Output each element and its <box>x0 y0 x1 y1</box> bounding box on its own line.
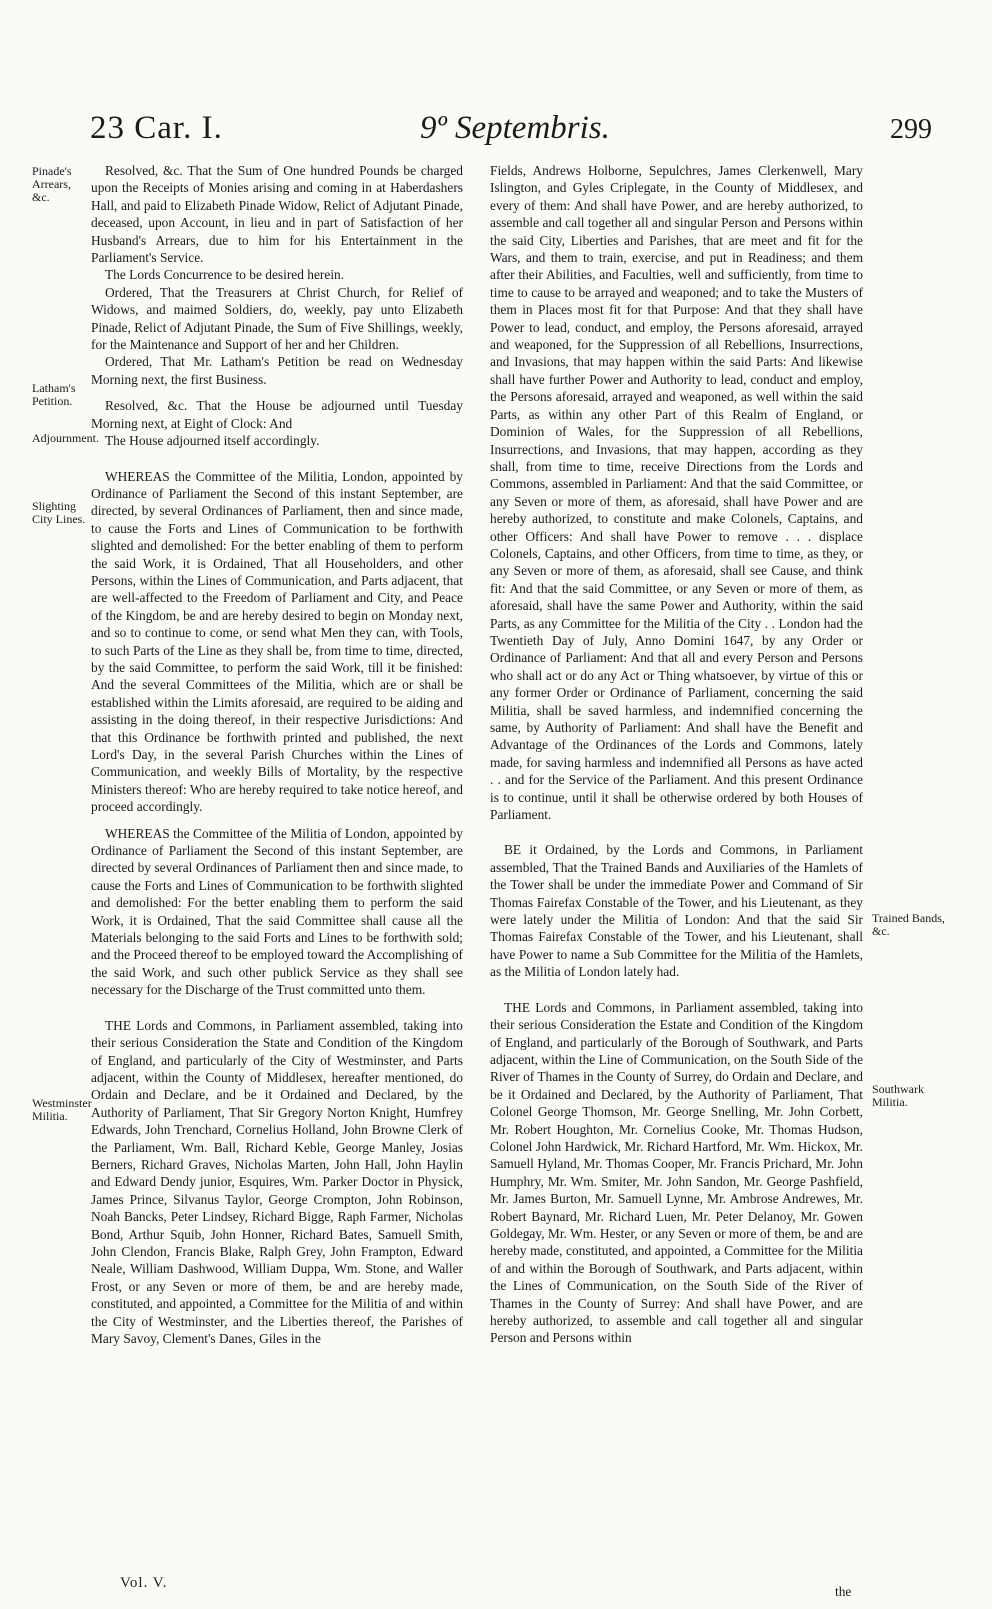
margin-note-adjournment: Adjournment. <box>32 431 99 445</box>
margin-note-pinade: Pinade's Arrears, &c. <box>32 164 72 204</box>
paragraph-tower-hamlets: BE it Ordained, by the Lords and Commons, in Parliament assembled, That the Trained Bands and Auxiliaries of the Hamlets of the Tower shall be under the immediate Power and Command of Sir Thomas Fairefax Constable of the Tower, and his Lieutenant, as they were lately under the Militia of London: And that the said Sir Thomas Fairefax Constable of the Tower, and his Lieutenant, shall have Power to name a Sub Committee for the Militia of the Hamlets, as the Militia of London lately had. <box>490 842 863 980</box>
paragraph-westminster-continued: Fields, Andrews Holborne, Sepulchres, James Clerkenwell, Mary Islington, and Gyles Criplegate, in the County of Middlesex, and every of them: And shall have Power, and are hereby authorized, to assemble and call together all and singular Person and Persons within the said City, Liberties and Parishes, that are meet and fit for the Wars, and them to train, exercise, and put in Readiness; and them after their Abilities, and Faculties, well and sufficiently, from time to time to cause to be arrayed and weaponed; and to take the Musters of them in Places most fit for that Purpose: And that they shall have Power to lead, conduct, and employ, the Persons aforesaid, arrayed and weaponed, for the Suppression of all Rebellions, Insurrections, and Invasions, that may happen within the said Parts: And likewise shall have further Power and Authority to lead, conduct and employ, the Persons aforesaid, arrayed and weaponed, as well within the said Parts, as within any other Part of this Realm of England, or Dominion of Wales, for the Suppression of all Rebellions, Insurrections, and Invasions, that may happen, according as they shall, from time to time, receive Directions from the Lords and Commons, assembled in Parliament: And that the said Committee, or any Seven or more of them, as aforesaid, shall have Power and are hereby authorized, to constitute and make Colonels, Captains, and other Officers: And shall have Power to remove . . . displace Colonels, Captains, and other Officers, from time to time, as they, or any Seven or more of them, as aforesaid, shall see Cause, and think fit: And that the said Committee, or any Seven or more of them, as aforesaid, shall have the same Power and Authority, within the said Parts, as any Committee for the Militia of the City . . London had the Twentieth Day of July, Anno Domini 1647, by any Order or Ordinance of Parliament: And that all and every Person and Persons who shall act or do any Act or Thing whatsoever, by virtue of this or any former Order or Ordinance of Parliament, concerning the said Militia, shall be saved harmless, and indemnified concerning the same, by Authority of Parliament: And shall have the Benefit and Advantage of the Ordinances of the Lords and Commons, lately made, for saving harmless and indemnified all Persons as have acted . . and for the Service of the Parliament. And this present Ordinance is to continue, until it shall be otherwise ordered by both Houses of Parliament. <box>490 163 863 823</box>
right-column <box>490 162 863 1347</box>
margin-note-trained: Trained Bands, &c. <box>872 911 945 938</box>
left-column <box>91 162 463 1347</box>
paragraph-house-adjourned: The House adjourned itself accordingly. <box>105 433 320 449</box>
catchword: the <box>835 1584 852 1599</box>
paragraph-latham-petition: Ordered, That Mr. Latham's Petition be read on Wednesday Morning next, the first Business. <box>91 354 463 387</box>
margin-note-slighting: Slighting City Lines. <box>32 499 86 526</box>
paragraph-slighting-lines: WHEREAS the Committee of the Militia, London, appointed by Ordinance of Parliament the Second of this instant September, are directed, by several Ordinances of Parliament, then and since made, to cause the Forts and Lines of Communication to be forthwith slighted and demolished: For the better enabling of them to perform the said Work, it is Ordained, That all Householders, and other Persons, within the Lines of Communication, and Parts adjacent, that are well-affected to the Freedom of Parliament and City, and Peace of the Kingdom, be and are hereby desired to begin on Monday next, and so to continue to come, or send what Men they can, with Tools, to such Parts of the Line as they shall be, from time to time, directed, by the said Committee, to perform the said Work, till it be finished: And the several Committees of the Militia, which are or shall be established within the Limits aforesaid, are required to be aiding and assisting in the doing thereof, in their respective Jurisdictions: And that this Ordinance be forthwith printed and published, the next Lord's Day, in the several Parish Churches within the Lines of Communication, and weekly Bills of Mortality, by the respective Ministers thereof: Who are hereby required to take notice hereof, and proceed accordingly. <box>91 468 463 815</box>
volume-signature: Vol. V. <box>120 1575 168 1591</box>
margin-note-westminster: Westminster Militia. <box>32 1096 92 1123</box>
paragraph-adjournment: Resolved, &c. That the House be adjourned until Tuesday Morning next, at Eight of Clock: And <box>91 398 463 431</box>
paragraph-lords-concurrence: The Lords Concurrence to be desired herein. <box>105 267 345 283</box>
paragraph-materials-sold: WHEREAS the Committee of the Militia of London, appointed by Ordinance of Parliament the Second of this instant September, are directed by several Ordinances of Parliament then and since made, to cause the Forts and Lines of Communication to be forthwith slighted and demolished: For the better enabling them to perform the said Work, it is Ordained, That the said Committee shall cause all the Materials belonging to the said Forts and Lines to be forthwith sold; and the Proceed thereof to be employed toward the Accomplishing of the said Work, and such other publick Service as they shall see necessary for the Discharge of the Trust committed unto them. <box>91 825 463 998</box>
paragraph-pinade-arrears: Resolved, &c. That the Sum of One hundred Pounds be charged upon the Receipts of Monies arising and coming in at Haberdashers Hall, and paid to Elizabeth Pinade Widow, Relict of Adjutant Pinade, deceased, upon Account, in lieu and in part of Satisfaction of her Husband's Arrears, due to him for his Entertainment in the Parliament's Service. <box>91 163 463 266</box>
date-heading: 9º Septembris. <box>420 110 610 146</box>
regnal-year: 23 Car. I. <box>90 110 223 146</box>
paragraph-christ-church-order: Ordered, That the Treasurers at Christ Church, for Relief of Widows, and maimed Soldiers, do, weekly, pay unto Elizabeth Pinade, Relict of Adjutant Pinade, the Sum of Five Shillings, weekly, for the Maintenance and Support of her and her Children. <box>91 284 463 353</box>
paragraph-southwark-militia: THE Lords and Commons, in Parliament assembled, taking into their serious Consideration the Estate and Condition of the Kingdom of England, and particularly of the Borough of Southwark, and Parts adjacent, within the Line of Communication, on the South Side of the River of Thames in the County of Surrey, do Ordain and Declare, and be it Ordained and Declared, by the Authority of Parliament, That Colonel George Thomson, Mr. George Snelling, Mr. John Corbett, Mr. Robert Houghton, Mr. Cornelius Cooke, Mr. Thomas Hudson, Colonel John Hardwick, Mr. Richard Hartford, Mr. Wm. Hickox, Mr. Samuell Hyland, Mr. Thomas Cooper, Mr. Francis Prichard, Mr. John Humphry, Mr. Wm. Smiter, Mr. John Sandon, Mr. George Pashfield, Mr. James Burton, Mr. Samuell Lynne, Mr. Ambrose Andrewes, Mr. Robert Baynard, Mr. Richard Luen, Mr. Peter Delanoy, Mr. Gowen Goldegay, Mr. Wm. Hester, or any Seven or more of them, be and are hereby made, constituted, and appointed, a Committee for the Militia of and within the Borough of Southwark, and Parts adjacent, within the Lines of Communication, on the South Side of the River of Thames in the County of Surrey: And shall have Power, and are hereby authorized, to assemble and call together all and singular Person and Persons within <box>490 999 864 1346</box>
paragraph-westminster-militia: THE Lords and Commons, in Parliament assembled, taking into their serious Consideration the State and Condition of the Kingdom of England, and particularly of the City of Westminster, and Parts adjacent, within the County of Middlesex, hereafter mentioned, do Ordain and Declare, and be it Ordained and Declared, by the Authority of Parliament, That Sir Gregory Norton Knight, Humfrey Edwards, John Trenchard, Cornelius Holland, John Browne Clerk of the Parliament, Wm. Ball, Richard Keble, George Manley, Josias Berners, Richard Graves, Nicholas Marten, John Hall, John Haylin and Edward Dendy junior, Esquires, Wm. Parker Doctor in Physick, James Prince, Silvanus Taylor, George Crompton, John Robinson, Noah Bancks, Peter Lindsey, Richard Bigge, Raph Farmer, Nicholas Bond, Arthur Squib, John Honner, Richard Bates, Samuell Smith, John Clendon, Francis Blake, Ralph Grey, John Frampton, Edward Neale, William Dashwood, William Duppa, Wm. Stone, and Waller Frost, or any Seven or more of them, be and are hereby made, constituted, and appointed, a Committee for the Militia of and within the City of Westminster, and the Liberties thereof, the Parishes of Mary Savoy, Clement's Danes, Giles in the <box>91 1017 463 1346</box>
running-header <box>90 110 932 158</box>
margin-note-latham: Latham's Petition. <box>32 381 76 408</box>
page-number: 299 <box>890 114 932 145</box>
margin-note-southwark: Southwark Militia. <box>872 1082 924 1109</box>
